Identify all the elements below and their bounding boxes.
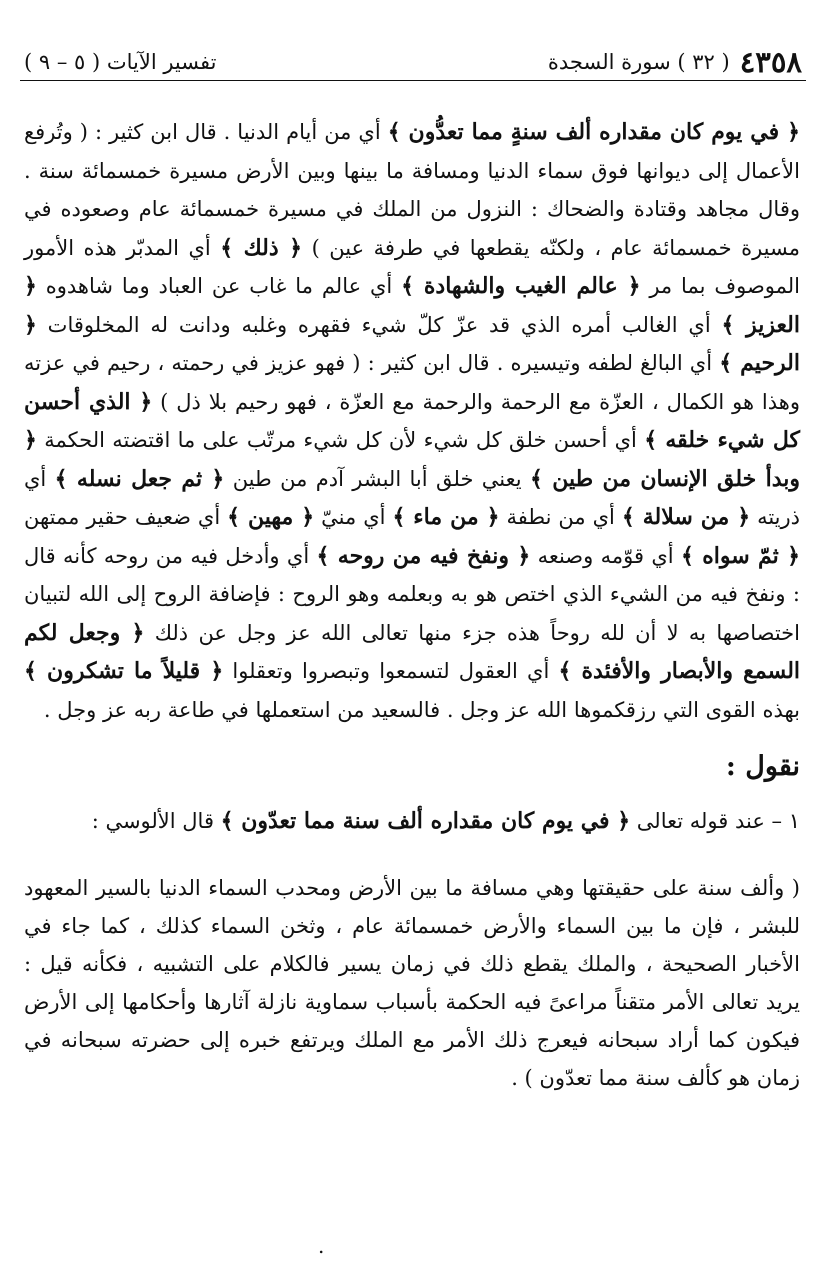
verse-quote: ﴿ وبدأ خلق الإنسان من طين ﴾	[24, 427, 800, 492]
verse-quote: ﴿ في يوم كان مقداره ألف سنةٍ مما تعدُّون ﴾	[387, 119, 800, 145]
commentary-text: يعني خلق أبا البشر آدم من طين	[224, 466, 530, 491]
commentary-paragraph	[24, 113, 800, 729]
verse-quote: ﴿ في يوم كان مقداره ألف سنة مما تعدّون ﴾	[220, 808, 631, 834]
verse-quote: ﴿ ذلك ﴾	[220, 234, 303, 261]
note-paragraph	[24, 801, 800, 841]
verse-quote: ﴿ عالم الغيب والشهادة ﴾	[401, 273, 641, 299]
commentary-text: أي البالغ لطفه وتيسيره . قال ابن كثير : ( فهو عزيز في رحمته ، رحيم في عزته وهذا هو الكمال ، العزّة مع الرحمة والرحمة مع العزّة ، فهو رحيم بلا ذل )	[24, 351, 800, 414]
commentary-text: أي منيّ	[314, 505, 393, 529]
page-body	[24, 113, 800, 1097]
page-number: ٤٣٥٨	[739, 44, 802, 79]
commentary-text: أي أحسن خلق كل شيء لأن كل شيء مرتّب على ما اقتضته الحكمة	[36, 428, 645, 452]
commentary-text: أي ضعيف حقير ممتهن	[24, 505, 228, 529]
verse-quote: ﴿ ثم جعل نسله ﴾	[54, 465, 225, 492]
alusi-quote: ( وألف سنة على حقيقتها وهي مسافة ما بين الأرض ومحدب السماء الدنيا بالسير المعهود للبشر ، فإن ما بين السماء والأرض خمسمائة عام ، وثخن السماء كذلك ، كما جاء في الأخبار الصحيحة ، والملك يقطع ذلك في زمان يسير فالكلام على التشبيه ، فكأنه قيل : يريد تعالى الأمر متقناً مراعىً فيه الحكمة بأسباب سماوية نازلة آثارها وأحكامها إلى الأرض فيكون كما أراد سبحانه فيعرج ذلك الأمر مع الملك ويرتفع خبره إلى حضرته سبحانه في زمان هو كألف سنة مما تعدّون ) .	[24, 876, 800, 1090]
commentary-text: أي عالم ما غاب عن العباد وما شاهدوه	[36, 274, 402, 298]
verse-quote: ﴿ من ماء ﴾	[392, 504, 500, 530]
section-heading: نقول :	[725, 751, 800, 782]
section-title: تفسير الآيات ( ٥ – ٩ )	[24, 49, 217, 74]
verse-quote: ﴿ ونفخ فيه من روحه ﴾	[316, 542, 531, 569]
verse-quote: ﴿ الذي أحسن كل شيء خلقه ﴾	[24, 388, 800, 453]
verse-quote: ﴿ ثمّ سواه ﴾	[681, 542, 800, 569]
note-text: ١ – عند قوله تعالى	[630, 809, 800, 833]
verse-quote: ﴿ وجعل لكم السمع والأبصار والأفئدة ﴾	[24, 619, 801, 684]
verse-quote: ﴿ مهين ﴾	[227, 504, 315, 530]
commentary-text: أي من أيام الدنيا . قال ابن كثير : ( وتُرفع الأعمال إلى ديوانها فوق سماء الدنيا ومسافة ما بينها وبين الأرض مسيرة خمسمائة سنة . وقال مجاهد وقتادة والضحاك : النزول من الملك في مسيرة خمسمائة عام وصعوده في مسيرة خمسمائة عام ، ولكنّه يقطعها في طرفة عين )	[24, 120, 801, 260]
running-header	[24, 42, 802, 82]
header-rule	[20, 80, 806, 81]
verse-quote: ﴿ من سلالة ﴾	[621, 504, 751, 530]
surah-title: ( ٣٢ ) سورة السجدة	[547, 49, 730, 74]
commentary-text: أي من نطفة	[499, 505, 622, 529]
commentary-text: أي ذريته	[24, 466, 801, 529]
commentary-text: أي العقول لتسمعوا وتبصروا وتعقلوا	[223, 659, 559, 683]
verse-quote: ﴿ الرحيم ﴾	[24, 311, 800, 376]
note-text: قال الألوسي :	[91, 809, 221, 833]
commentary-text: أي قوّمه وصنعه	[530, 543, 681, 568]
commentary-text: أي الغالب أمره الذي قد عزّ كلّ شيء فقهره وغلبه ودانت له المخلوقات	[36, 312, 722, 337]
footer-mark: .	[318, 1234, 325, 1258]
commentary-text: أي وأدخل فيه من روحه كأنه قال : ونفخ فيه من الشيء الذي اختص هو به وبعلمه وهو الروح : فإضافة الروح إلى الله لتبيان اختصاصها به لا أن لله روحاً هذه جزء منها تعالى الله عز وجل عن ذلك	[24, 543, 801, 645]
commentary-text: أي المدبّر هذه الأمور الموصوف بما مر	[24, 235, 800, 298]
commentary-text: بهذه القوى التي رزقكموها الله عز وجل . فالسعيد من استعملها في طاعة ربه عز وجل .	[43, 697, 800, 722]
verse-quote: ﴿ العزيز ﴾	[24, 273, 800, 338]
verse-quote: ﴿ قليلاً ما تشكرون ﴾	[24, 658, 224, 684]
header-right	[547, 44, 802, 79]
